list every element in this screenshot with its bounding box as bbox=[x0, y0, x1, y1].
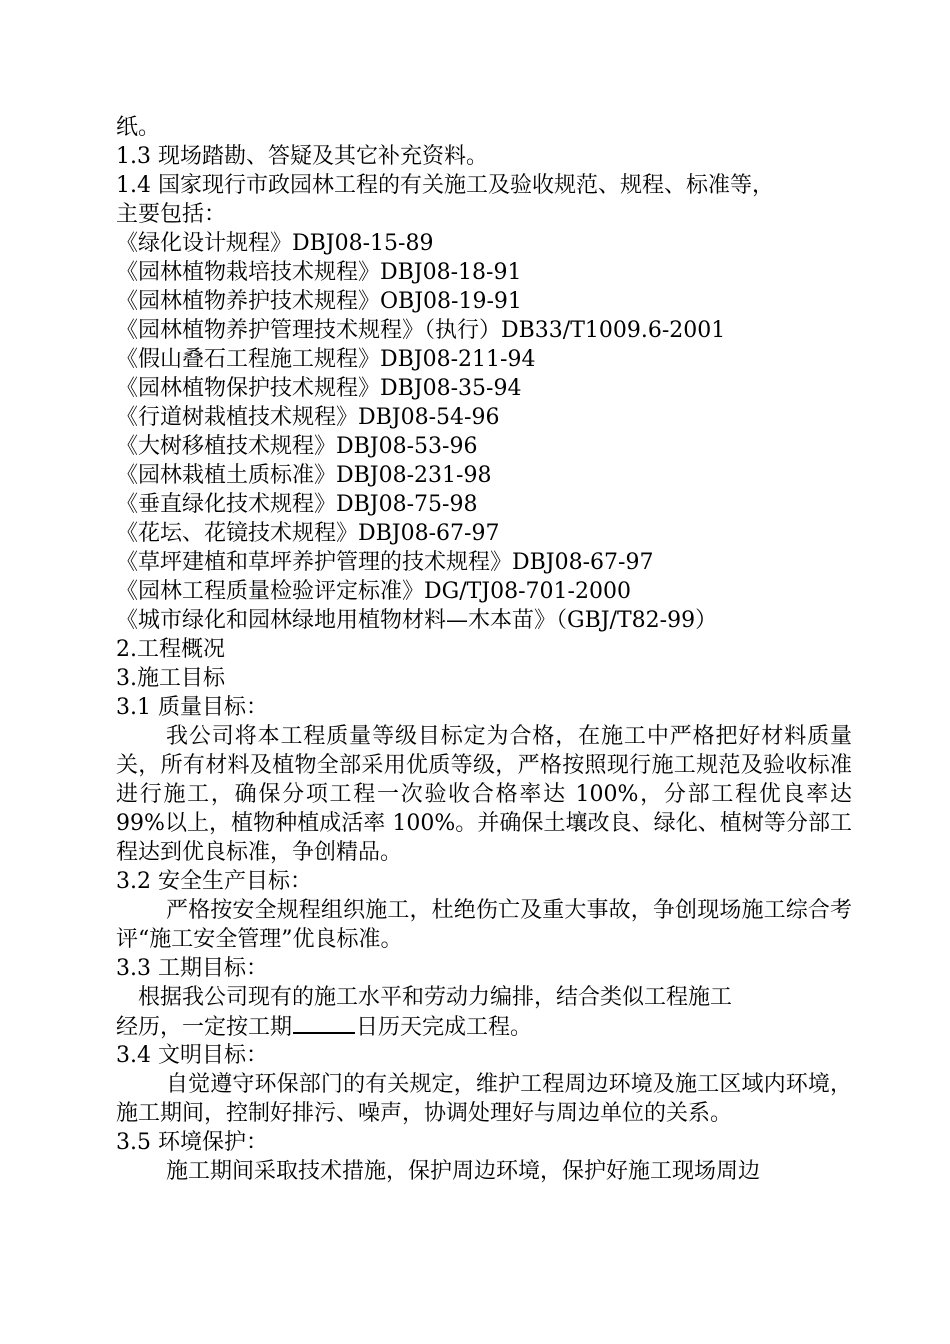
standard-item: 《园林植物养护管理技术规程》（执行）DB33/T1009.6-2001 bbox=[116, 318, 726, 343]
subsection-heading: 3.1 质量目标： bbox=[116, 695, 268, 720]
document-page bbox=[116, 113, 852, 1186]
quality-paragraph: 我公司将本工程质量等级目标定为合格，在施工中严格把好材料质量关，所有材料及植物全部采用优质等级，严格按照现行施工规范及验收标准进行施工，确保分项工程一次验收合格率达 100%，分部工程优良率达 99%以上，植物种植成活率 100%。并确保土壤改良、绿化、植树等分部工程达到优良标准，争创精品。 bbox=[116, 724, 852, 865]
standard-item: 《园林植物保护技术规程》DBJ08-35-94 bbox=[116, 376, 522, 401]
safety-paragraph: 严格按安全规程组织施工，杜绝伤亡及重大事故，争创现场施工综合考评“施工安全管理”优良标准。 bbox=[116, 898, 852, 952]
schedule-line-2 bbox=[116, 1012, 852, 1041]
standard-item: 《园林工程质量检验评定标准》DG/TJ08-701-2000 bbox=[116, 579, 631, 604]
subsection-heading: 3.5 环境保护： bbox=[116, 1130, 268, 1155]
text-line: 主要包括： bbox=[116, 202, 227, 227]
env-paragraph: 施工期间采取技术措施，保护周边环境，保护好施工现场周边 bbox=[166, 1159, 761, 1184]
subsection-heading: 3.3 工期目标： bbox=[116, 956, 268, 981]
standard-item: 《园林植物栽培技术规程》DBJ08-18-91 bbox=[116, 260, 522, 285]
section-heading: 3.施工目标 bbox=[116, 666, 225, 691]
standard-item: 《假山叠石工程施工规程》DBJ08-211-94 bbox=[116, 347, 536, 372]
standard-item: 《绿化设计规程》DBJ08-15-89 bbox=[116, 231, 434, 256]
section-heading: 2.工程概况 bbox=[116, 637, 225, 662]
standard-item: 《大树移植技术规程》DBJ08-53-96 bbox=[116, 434, 478, 459]
text-line: 1.3 现场踏勘、答疑及其它补充资料。 bbox=[116, 144, 488, 169]
standard-item: 《垂直绿化技术规程》DBJ08-75-98 bbox=[116, 492, 478, 517]
civil-paragraph: 自觉遵守环保部门的有关规定，维护工程周边环境及施工区域内环境，施工期间，控制好排污、噪声，协调处理好与周边单位的关系。 bbox=[116, 1072, 852, 1126]
standard-item: 《花坛、花镜技术规程》DBJ08-67-97 bbox=[116, 521, 500, 546]
schedule-text-before: 经历，一定按工期 bbox=[116, 1015, 293, 1040]
standard-item: 《行道树栽植技术规程》DBJ08-54-96 bbox=[116, 405, 500, 430]
subsection-heading: 3.4 文明目标： bbox=[116, 1043, 268, 1068]
subsection-heading: 3.2 安全生产目标： bbox=[116, 869, 312, 894]
standard-item: 《城市绿化和园林绿地用植物材料—木本苗》（GBJ/T82-99） bbox=[116, 608, 718, 633]
standard-item: 《草坪建植和草坪养护管理的技术规程》DBJ08-67-97 bbox=[116, 550, 654, 575]
schedule-line-1: 根据我公司现有的施工水平和劳动力编排，结合类似工程施工 bbox=[138, 985, 733, 1010]
duration-blank bbox=[293, 1012, 355, 1034]
schedule-text-after: 日历天完成工程。 bbox=[356, 1015, 533, 1040]
text-line: 纸。 bbox=[116, 115, 161, 140]
text-line: 1.4 国家现行市政园林工程的有关施工及验收规范、规程、标准等， bbox=[116, 173, 774, 198]
standard-item: 《园林栽植土质标准》DBJ08-231-98 bbox=[116, 463, 492, 488]
standard-item: 《园林植物养护技术规程》OBJ08-19-91 bbox=[116, 289, 522, 314]
